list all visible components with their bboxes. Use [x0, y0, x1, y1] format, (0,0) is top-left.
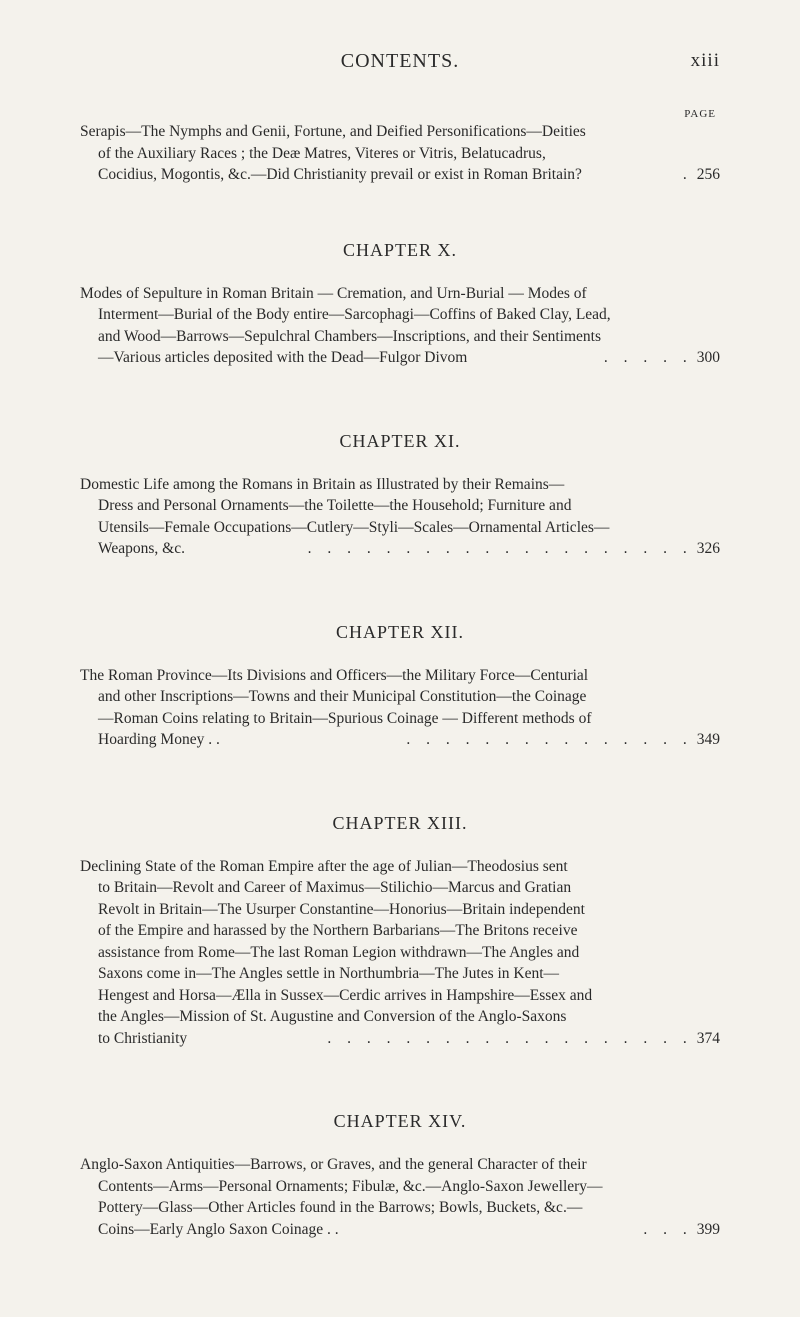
summary-line: Anglo-Saxon Antiquities—Barrows, or Graves, and the general Character of their	[80, 1156, 587, 1173]
chapter-xiv	[80, 1111, 720, 1240]
folio-number: xiii	[690, 50, 720, 71]
chapter-title: CHAPTER XII.	[336, 621, 464, 642]
chapter-xiii	[80, 813, 720, 1050]
chapter-summary	[80, 283, 720, 369]
summary-last-line	[80, 1219, 720, 1241]
chapter-title: CHAPTER XIII.	[332, 812, 468, 833]
summary-line: Pottery—Glass—Other Articles found in the Barrows; Bowls, Buckets, &c.—	[98, 1199, 583, 1216]
chapter-summary	[80, 1154, 720, 1240]
summary-line: and other Inscriptions—Towns and their Municipal Constitution—the Coinage	[98, 688, 587, 705]
summary-line: and Wood—Barrows—Sepulchral Chambers—Inscriptions, and their Sentiments	[98, 327, 601, 345]
summary-line: Dress and Personal Ornaments—the Toilette—the Household; Furniture and	[98, 497, 572, 514]
summary-line: assistance from Rome—The last Roman Legion withdrawn—The Angles and	[98, 943, 580, 961]
summary-line: —Various articles deposited with the Dead—Fulgor Divom	[98, 349, 468, 366]
chapter-summary	[80, 856, 720, 1050]
summary-line: The Roman Province—Its Divisions and Officers—the Military Force—Centurial	[80, 666, 589, 684]
summary-line: Weapons, &c.	[98, 540, 185, 557]
summary-line: Modes of Sepulture in Roman Britain — Cremation, and Urn-Burial — Modes of	[80, 284, 587, 302]
leader-dots: .	[682, 166, 693, 183]
page-number: 326	[696, 540, 720, 557]
chapter-xi	[80, 431, 720, 560]
summary-line: Saxons come in—The Angles settle in Northumbria—The Jutes in Kent—	[98, 965, 560, 982]
summary-last-line	[80, 1028, 720, 1050]
summary-last-line	[80, 347, 720, 369]
leader-dots: . . . . . . . . . . . . . . . . . . . .	[307, 540, 693, 557]
summary-line: of the Empire and harassed by the Northern Barbarians—The Britons receive	[98, 922, 578, 939]
chapter-xii	[80, 622, 720, 751]
chapter-title: CHAPTER XI.	[339, 430, 461, 451]
summary-last-line	[80, 729, 720, 751]
chapter-x	[80, 240, 720, 369]
leader-dots: . . .	[643, 1220, 693, 1238]
continued-entry	[80, 121, 720, 186]
chapter-title: CHAPTER XIV.	[333, 1111, 467, 1131]
page-number: 300	[696, 349, 720, 366]
summary-line: to Christianity	[98, 1029, 188, 1047]
entry-text	[80, 121, 720, 186]
leader-dots: . . . . . . . . . . . . . . .	[406, 731, 693, 748]
summary-line: to Britain—Revolt and Career of Maximus—Stilichio—Marcus and Gratian	[98, 879, 572, 896]
summary-line: Utensils—Female Occupations—Cutlery—Styli—Scales—Ornamental Articles—	[98, 518, 610, 536]
chapter-title: CHAPTER X.	[342, 239, 457, 260]
summary-line: Hoarding Money . .	[98, 731, 220, 748]
page-number: 256	[696, 166, 720, 183]
entry-line: Serapis—The Nymphs and Genii, Fortune, and Deified Personifications—Deities	[80, 123, 586, 140]
entry-line: Cocidius, Mogontis, &c.—Did Christianity prevail or exist in Roman Britain?	[98, 166, 582, 183]
running-title: CONTENTS.	[340, 50, 460, 72]
contents-page	[80, 50, 720, 1240]
summary-line: Interment—Burial of the Body entire—Sarcophagi—Coffins of Baked Clay, Lead,	[98, 306, 611, 323]
page-number: 374	[696, 1029, 720, 1047]
chapter-summary	[80, 474, 720, 560]
summary-line: Domestic Life among the Romans in Britain as Illustrated by their Remains—	[80, 475, 565, 493]
entry-line: of the Auxiliary Races ; the Deæ Matres, Viteres or Vitris, Belatucadrus,	[98, 144, 546, 162]
summary-line: —Roman Coins relating to Britain—Spurious Coinage — Different methods of	[98, 709, 592, 727]
summary-line: Contents—Arms—Personal Ornaments; Fibulæ, &c.—Anglo-Saxon Jewellery—	[98, 1177, 603, 1195]
page-number: 399	[696, 1220, 720, 1238]
leader-dots: . . . . . . . . . . . . . . . . . . .	[327, 1029, 693, 1047]
chapter-summary	[80, 665, 720, 751]
page-number: 349	[696, 731, 720, 748]
leader-dots: . . . . .	[603, 349, 693, 366]
summary-line: Hengest and Horsa—Ælla in Sussex—Cerdic arrives in Hampshire—Essex and	[98, 986, 593, 1004]
summary-last-line	[80, 538, 720, 560]
summary-line: Revolt in Britain—The Usurper Constantine—Honorius—Britain independent	[98, 900, 585, 918]
summary-line: Coins—Early Anglo Saxon Coinage . .	[98, 1220, 339, 1238]
summary-line: Declining State of the Roman Empire after the age of Julian—Theodosius sent	[80, 857, 568, 875]
summary-line: the Angles—Mission of St. Augustine and Conversion of the Anglo-Saxons	[98, 1008, 567, 1025]
running-header	[80, 50, 720, 82]
page-column-label: PAGE	[684, 108, 716, 120]
entry-last-line	[80, 164, 720, 186]
